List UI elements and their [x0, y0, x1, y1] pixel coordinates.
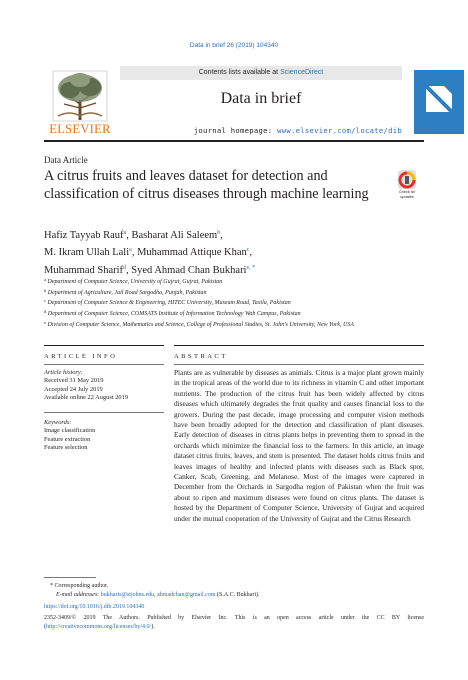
- journal-title: Data in brief: [220, 90, 302, 107]
- author-name[interactable]: M. Ikram Ullah Lali: [44, 247, 130, 259]
- affiliation-list: [44, 276, 364, 330]
- contents-bar: [120, 66, 402, 80]
- affiliation-mark: c: [44, 298, 46, 304]
- article-history: [44, 369, 164, 403]
- affiliation-mark: a: [44, 277, 46, 282]
- author-name[interactable]: Muhammad Attique Khan: [137, 247, 247, 259]
- corresponding-author-note: * Corresponding author.: [50, 583, 109, 589]
- abstract-text: Plants are as vulnerable by diseases as animals. Citrus is a major plant grown mainly in the tropical areas of the world due to its richness in vitamin C and other important nutrients. The production of the citrus fruit has been widely affected by citrus diseases which ultimately degrades the fruit quality and causes financial loss to the growers. During the past decade, image processing and computer vision methods have been broadly adopted for the detection and classification of plant diseases. Early detection of diseases in citrus plants helps in preventing them to spread in the orchards which minimize the financial loss to the farmers. In this article, an image dataset citrus fruits, leaves, and stem is presented. The dataset holds citrus fruits and leaves images of healthy and infected plants with diseases such as Black spot, Canker, Scab, Greening, and Melanose. Most of the images were captured in December from the Orchards in Sargodha region of Pakistan when the fruit was about to ripen and maximum diseases were found on citrus plants. The dataset is hosted by the Department of Computer Science, University of Gujrat and acquired under the mutual cooperation of the University of Gujrat and the Citrus Research: [174, 368, 424, 523]
- received-date: Received 31 May 2019: [44, 377, 104, 385]
- email-label: E-mail addresses:: [56, 591, 100, 598]
- journal-header: [44, 66, 468, 140]
- article-info-heading: ARTICLE INFO: [44, 353, 118, 360]
- history-heading: Article history:: [44, 369, 83, 376]
- article-info-rule: [44, 364, 164, 365]
- abstract-top-rule: [174, 345, 424, 346]
- author-name[interactable]: Syed Ahmad Chan Bukhari: [131, 264, 247, 276]
- license-end: ).: [151, 624, 155, 630]
- email-line: E-mail addresses: bukharis@stjohns.edu, ahmadchan@gmail.com (S.A.C. Bukhari).: [56, 591, 260, 598]
- email-suffix: (S.A.C. Bukhari).: [215, 591, 260, 598]
- keyword-item: Image classification: [44, 427, 96, 435]
- journal-cover-image[interactable]: [414, 70, 464, 134]
- elsevier-tree-icon: [52, 70, 108, 122]
- check-for-updates-label: Check for updates: [398, 190, 416, 199]
- online-date: Available online 22 August 2019: [44, 394, 129, 402]
- author-separator: ,: [249, 247, 253, 259]
- data-in-brief-logo-icon: [424, 84, 454, 114]
- article-type: Data Article: [44, 155, 88, 165]
- affiliation-item: [44, 319, 364, 330]
- license-statement: [44, 614, 424, 632]
- keyword-item: Feature selection: [44, 444, 88, 452]
- accepted-date: Accepted 24 July 2019: [44, 385, 103, 393]
- author-affiliation-mark[interactable]: e, *: [246, 264, 256, 271]
- author-separator: ,: [126, 264, 132, 276]
- doi-link[interactable]: https://doi.org/10.1016/j.dib.2019.104340: [44, 604, 145, 610]
- email-link[interactable]: ahmadchan@gmail.com: [157, 591, 216, 598]
- check-for-updates-icon: [396, 170, 418, 190]
- sciencedirect-link[interactable]: ScienceDirect: [280, 69, 324, 76]
- license-text: 2352-3409/© 2019 The Authors. Published by Elsevier Inc. This is an open access article under the CC BY license (: [44, 615, 424, 630]
- affiliation-item: [44, 297, 364, 308]
- affiliation-item: [44, 276, 364, 287]
- journal-homepage: [120, 126, 402, 135]
- abstract-heading: ABSTRACT: [174, 353, 228, 360]
- header-divider: [44, 140, 424, 142]
- author-affiliation-mark[interactable]: a: [129, 247, 132, 254]
- license-link[interactable]: http://creativecommons.org/licenses/by/4.0/: [46, 624, 152, 630]
- author-name[interactable]: Basharat Ali Saleem: [131, 230, 218, 241]
- footnote-rule: [44, 577, 96, 578]
- keyword-item: Feature extraction: [44, 435, 91, 443]
- author-separator: ,: [131, 247, 138, 259]
- affiliation-text: Department of Agriculture, Jail Road Sargodha, Punjab, Pakistan: [47, 289, 207, 296]
- author-list: [44, 226, 424, 278]
- email-link[interactable]: bukharis@stjohns.edu: [100, 591, 155, 598]
- journal-reference[interactable]: Data in brief 26 (2019) 104340: [189, 42, 279, 49]
- keyword-list: [44, 419, 164, 453]
- abstract-rule: [174, 364, 424, 365]
- journal-info-box: [120, 66, 402, 138]
- author-affiliation-mark[interactable]: b: [217, 230, 221, 236]
- homepage-link[interactable]: www.elsevier.com/locate/dib: [277, 126, 402, 135]
- affiliation-text: Department of Computer Science & Engineering, HITEC University, Museum Road, Taxila, Pakistan: [47, 300, 291, 307]
- affiliation-item: [44, 308, 364, 319]
- author-affiliation-mark[interactable]: c: [246, 247, 250, 254]
- check-for-updates-button[interactable]: [396, 170, 418, 200]
- author-separator: ,: [126, 230, 132, 241]
- footnote: [44, 582, 424, 599]
- affiliation-mark: d: [44, 309, 47, 315]
- author-separator: ,: [220, 230, 223, 241]
- author-name[interactable]: Muhammad Sharif: [44, 264, 124, 276]
- author-name[interactable]: Hafiz Tayyab Rauf: [44, 230, 124, 241]
- elsevier-wordmark: ELSEVIER: [49, 122, 111, 136]
- affiliation-text: Division of Computer Science, Mathematics and Science, College of Professional Studies, St. John's University, New York, USA: [47, 321, 354, 328]
- article-title: A citrus fruits and leaves dataset for detection and classification of citrus diseases through machine learning: [44, 168, 369, 202]
- affiliation-text: Department of Computer Science, COMSATS Institute of Information Technology Wah Campus, Pakistan: [47, 311, 301, 318]
- affiliation-text: Department of Computer Science, University of Gujrat, Gujrat, Pakistan: [47, 279, 223, 285]
- article-info-top-rule: [44, 345, 164, 346]
- affiliation-mark: b: [44, 287, 47, 293]
- history-divider: [44, 412, 164, 413]
- affiliation-item: [44, 287, 364, 298]
- contents-prefix: Contents lists available at: [198, 69, 281, 76]
- author-affiliation-mark[interactable]: d: [123, 264, 127, 271]
- elsevier-logo[interactable]: [44, 66, 116, 138]
- author-affiliation-mark[interactable]: a: [123, 230, 127, 236]
- affiliation-mark: e: [44, 319, 46, 325]
- homepage-prefix: journal homepage:: [193, 126, 278, 135]
- keywords-heading: Keywords:: [44, 419, 72, 426]
